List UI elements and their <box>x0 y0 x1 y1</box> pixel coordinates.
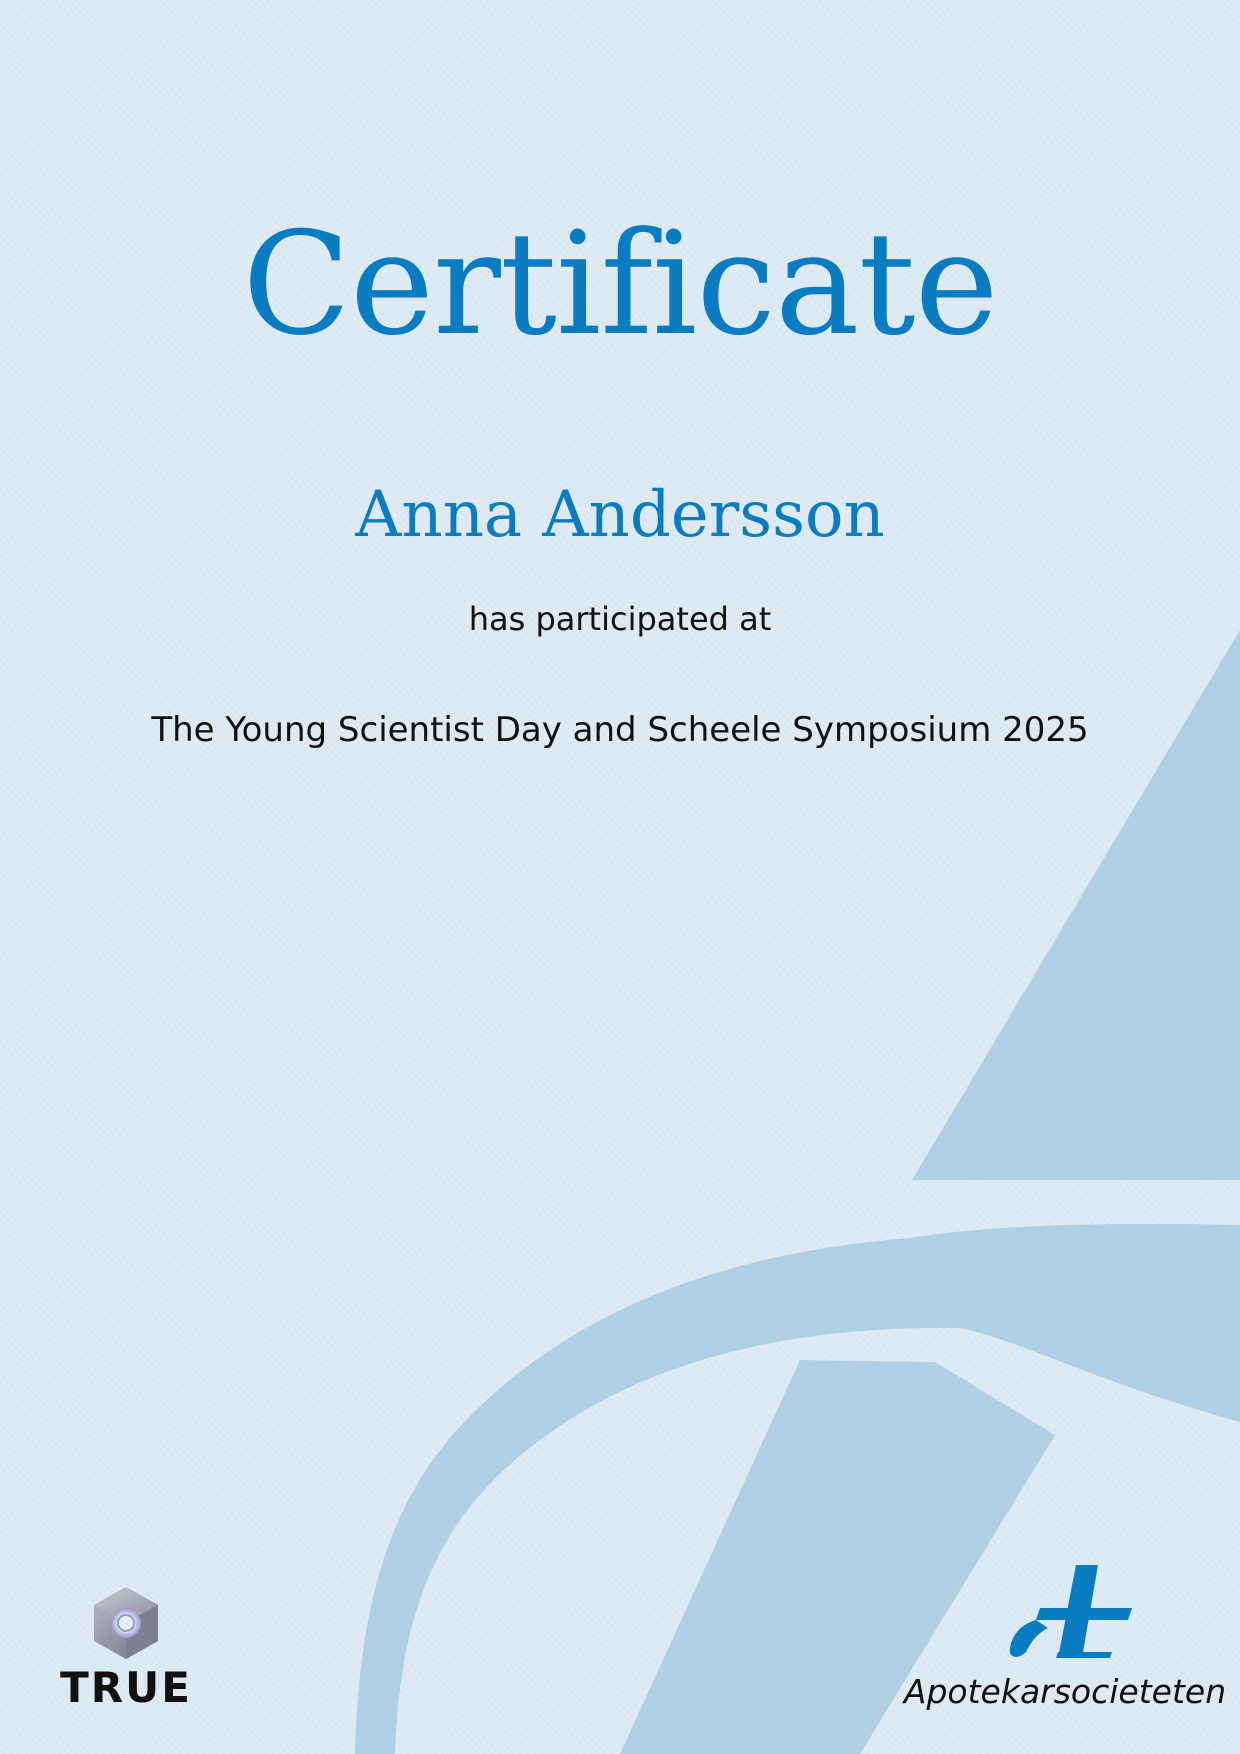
hexagon-cube-logo-icon <box>88 1585 164 1661</box>
recipient-name: Anna Andersson <box>355 478 885 552</box>
apotekarsocieteten-logo-text: Apotekarsocieteten <box>903 1672 1227 1711</box>
true-logo <box>56 1580 196 1710</box>
participation-text: has participated at <box>468 600 772 638</box>
apotekarsocieteten-logo <box>900 1560 1230 1720</box>
stylized-a-logo-icon <box>1000 1560 1140 1665</box>
event-name: The Young Scientist Day and Scheele Symposium 2025 <box>151 710 1089 750</box>
true-logo-text: TRUE <box>60 1663 192 1712</box>
certificate-title: Certificate <box>242 202 998 367</box>
